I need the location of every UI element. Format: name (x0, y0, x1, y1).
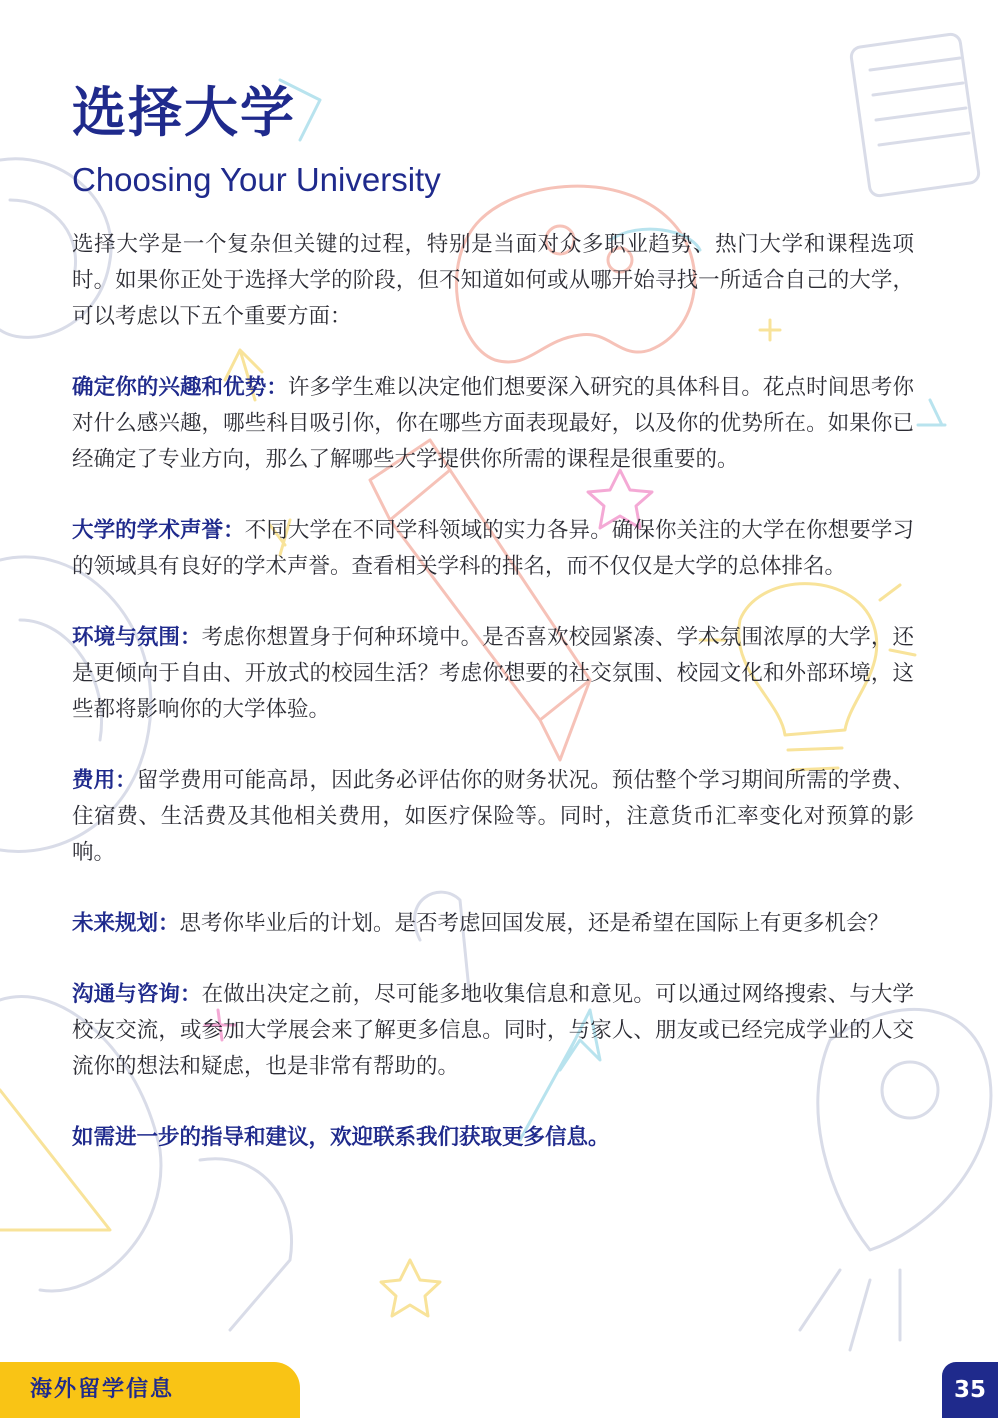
section-reputation (72, 513, 914, 585)
intro-paragraph: 选择大学是一个复杂但关键的过程，特别是当面对众多职业趋势、热门大学和课程选项时。如果你正处于选择大学的阶段，但不知道如何或从哪开始寻找一所适合自己的大学，可以考虑以下五个重要方面： (72, 232, 914, 329)
section-body: 考虑你想置身于何种环境中。是否喜欢校园紧凑、学术氛围浓厚的大学，还是更倾向于自由、开放式的校园生活？考虑你想要的社交氛围、校园文化和外部环境，这些都将影响你的大学体验。 (72, 625, 914, 722)
page-number: 35 (953, 1377, 986, 1403)
section-future (72, 906, 914, 942)
page-subtitle: Choosing Your University (72, 161, 441, 198)
footer-section-tab (0, 1362, 300, 1418)
section-heading: 环境与氛围： (72, 625, 202, 650)
article-body (72, 227, 914, 1156)
section-interests (72, 370, 914, 478)
section-consult (72, 977, 914, 1085)
section-heading: 费用： (72, 768, 137, 793)
page-title: 选择大学 (72, 81, 296, 144)
section-body: 许多学生难以决定他们想要深入研究的具体科目。花点时间思考你对什么感兴趣，哪些科目吸引你，你在哪些方面表现最好，以及你的优势所在。如果你已经确定了专业方向，那么了解哪些大学提供你所需的课程是很重要的。 (72, 375, 914, 472)
section-body: 在做出决定之前，尽可能多地收集信息和意见。可以通过网络搜索、与大学校友交流，或参加大学展会来了解更多信息。同时，与家人、朋友或已经完成学业的人交流你的想法和疑虑，也是非常有帮助的。 (72, 982, 914, 1079)
section-heading: 大学的学术声誉： (72, 518, 245, 543)
section-heading: 确定你的兴趣和优势： (72, 375, 288, 400)
closing-note: 如需进一步的指导和建议，欢迎联系我们获取更多信息。 (72, 1125, 610, 1150)
section-cost (72, 763, 914, 871)
section-heading: 沟通与咨询： (72, 982, 202, 1007)
footer-section-label: 海外留学信息 (30, 1377, 175, 1402)
section-body: 不同大学在不同学科领域的实力各异。确保你关注的大学在你想要学习的领域具有良好的学术声誉。查看相关学科的排名，而不仅仅是大学的总体排名。 (72, 518, 914, 579)
section-environment (72, 620, 914, 728)
section-body: 留学费用可能高昂，因此务必评估你的财务状况。预估整个学习期间所需的学费、住宿费、生活费及其他相关费用，如医疗保险等。同时，注意货币汇率变化对预算的影响。 (72, 768, 914, 865)
page-number-badge (942, 1362, 998, 1418)
section-body: 思考你毕业后的计划。是否考虑回国发展，还是希望在国际上有更多机会？ (179, 911, 890, 936)
section-heading: 未来规划： (72, 911, 180, 936)
